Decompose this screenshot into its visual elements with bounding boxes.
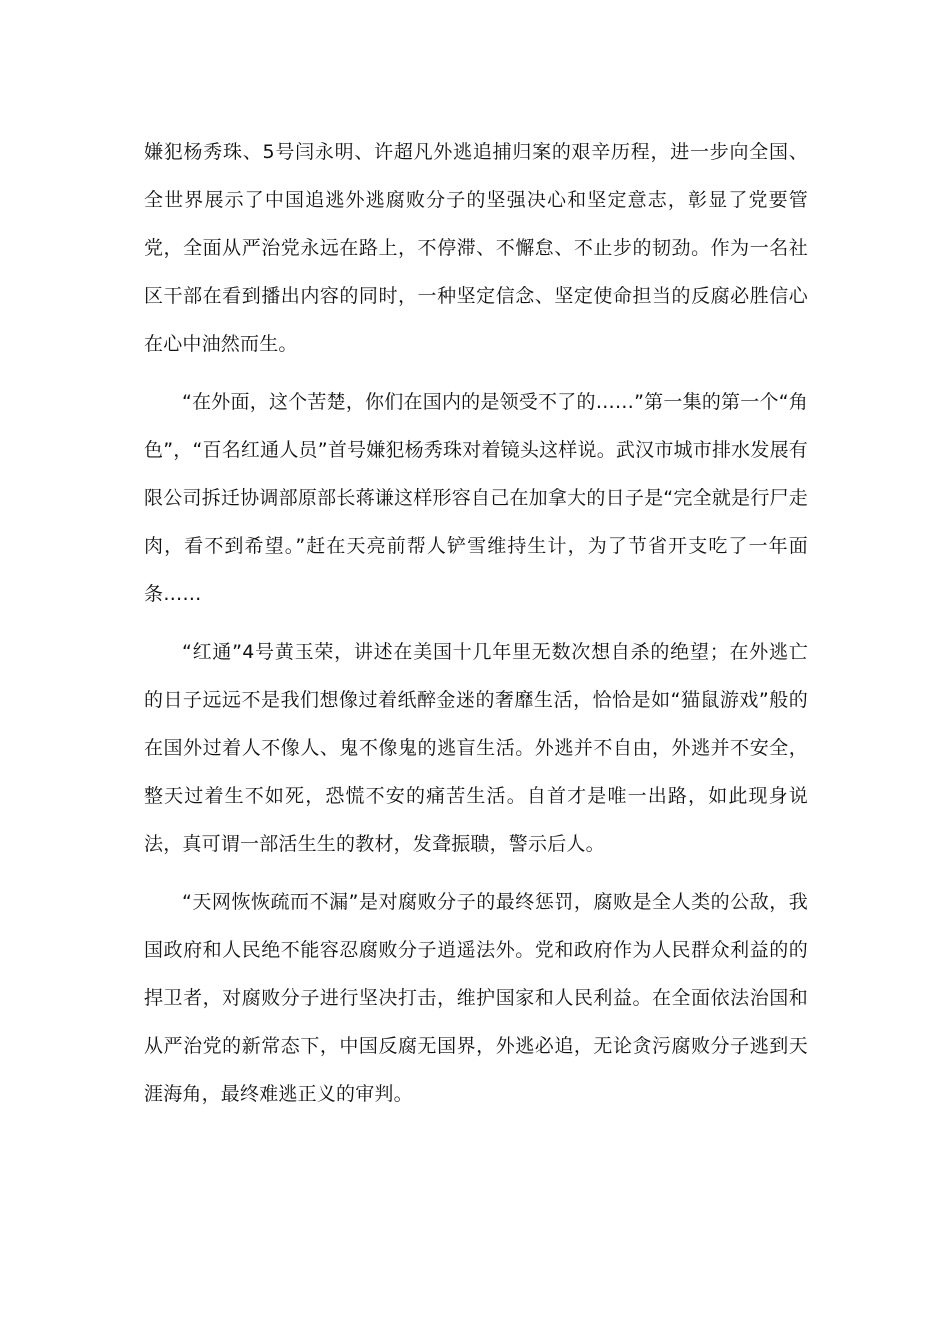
paragraph-3: “红通”4号黄玉荣，讲述在美国十几年里无数次想自杀的绝望；在外逃亡的日子远远不是我们想像过着纸醉金迷的奢靡生活，恰恰是如“猫鼠游戏”般的在国外过着人不像人、鬼不像鬼的逃盲生活。外逃并不自由，外逃并不安全，整天过着生不如死，恐慌不安的痛苦生活。自首才是唯一出路，如此现身说法，真可谓一部活生生的教材，发聋振聩，警示后人。 — [144, 641, 808, 855]
document-body — [144, 128, 808, 1128]
paragraph-2: “在外面，这个苦楚，你们在国内的是领受不了的……”第一集的第一个“角色”，“百名红通人员”首号嫌犯杨秀珠对着镜头这样说。武汉市城市排水发展有限公司拆迁协调部原部长蒋谦这样形容自己在加拿大的日子是“完全就是行尸走肉，看不到希望。”赶在天亮前帮人铲雪维持生计，为了节省开支吃了一年面条…… — [144, 391, 808, 605]
paragraph-4: “天网恢恢疏而不漏”是对腐败分子的最终惩罚，腐败是全人类的公敌，我国政府和人民绝不能容忍腐败分子逍遥法外。党和政府作为人民群众利益的的捍卫者，对腐败分子进行坚决打击，维护国家和人民利益。在全面依法治国和从严治党的新常态下，中国反腐无国界，外逃必追，无论贪污腐败分子逃到天涯海角，最终难逃正义的审判。 — [144, 891, 808, 1105]
paragraph-1: 嫌犯杨秀珠、5号闫永明、许超凡外逃追捕归案的艰辛历程，进一步向全国、全世界展示了中国追逃外逃腐败分子的坚强决心和坚定意志，彰显了党要管党，全面从严治党永远在路上，不停滞、不懈怠、不止步的韧劲。作为一名社区干部在看到播出内容的同时，一种坚定信念、坚定使命担当的反腐必胜信心在心中油然而生。 — [144, 141, 808, 355]
